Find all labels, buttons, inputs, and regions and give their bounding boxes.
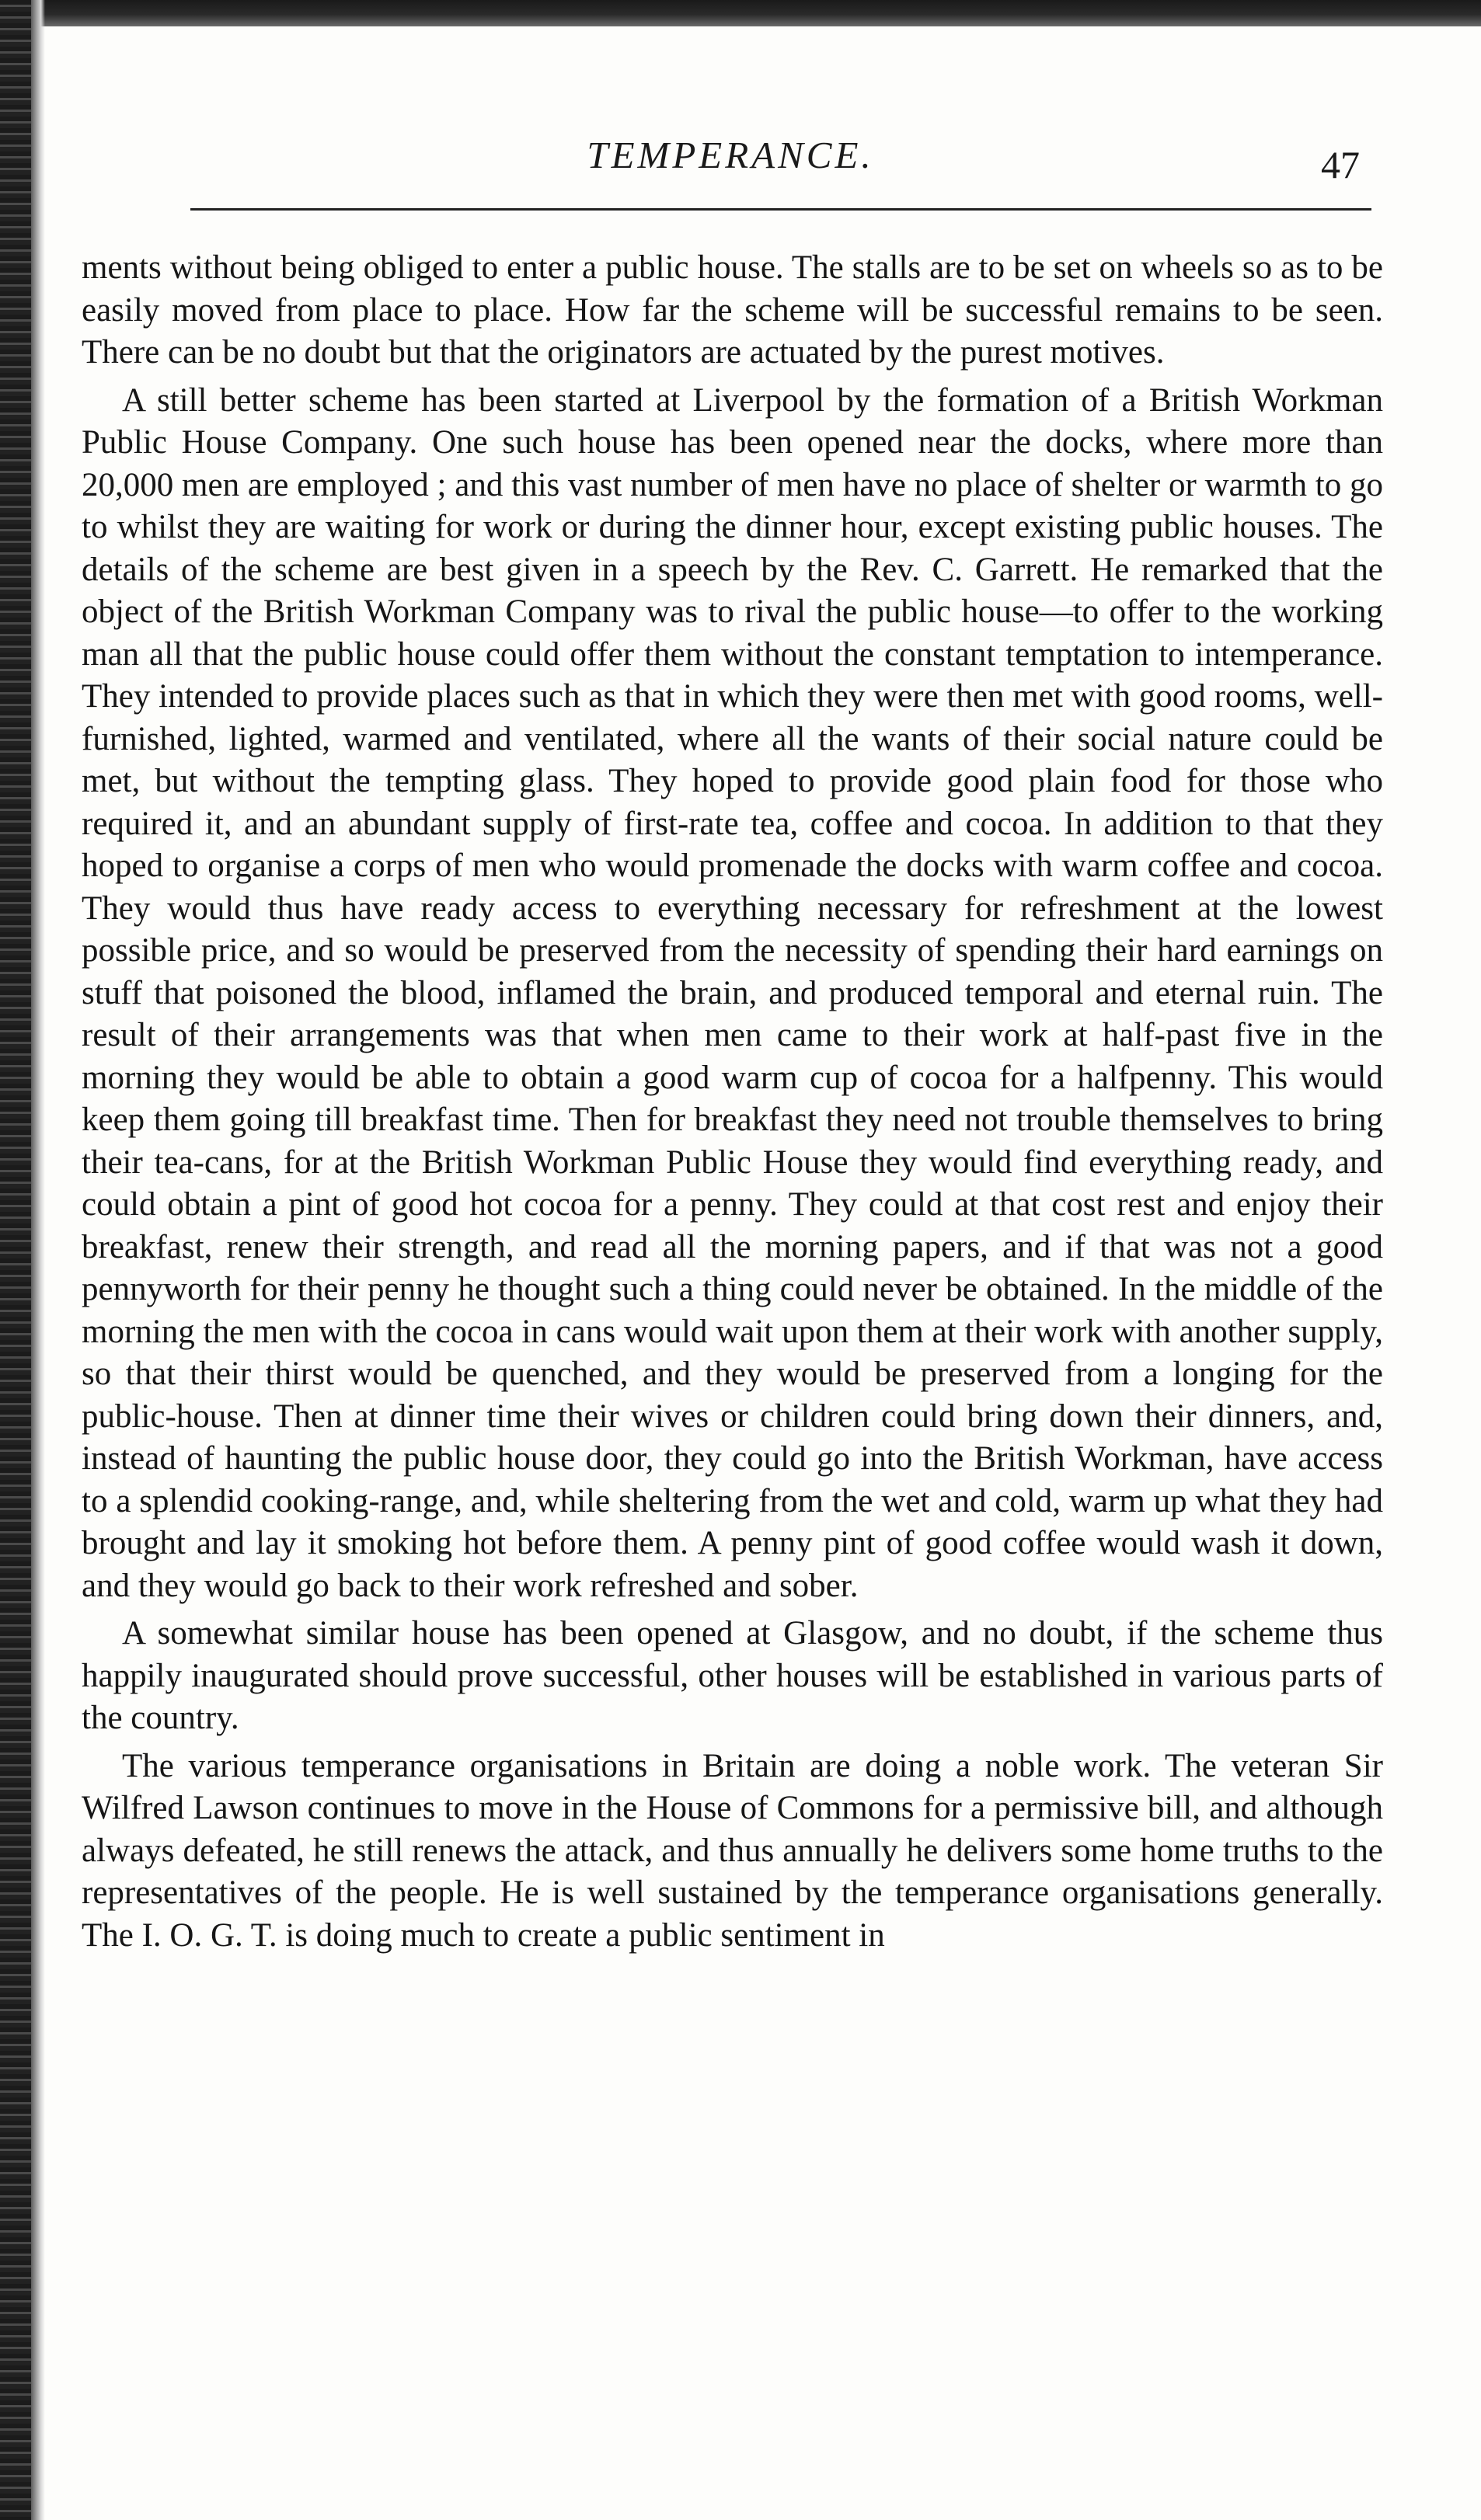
paragraph-liverpool-scheme: A still better scheme has been started at Liverpool by the formation of a British Workman Public House Company. One such house has been opened near the docks, where more than 20,000 men are employed ; and this vast number of men have no place of shelter or warmth to go to whilst they are waiting for work or during the dinner hour, except existing public houses. The details of the scheme are best given in a speech by the Rev. C. Garrett. He remarked that the object of the British Workman Company was to rival the public house—to offer to the working man all that the public house could offer them without the constant temptation to intemperance. They intended to provide places such as that in which they were then met with good rooms, well-furnished, lighted, warmed and ventilated, where all the wants of their social nature could be met, but without the tempting glass. They hoped to provide good plain food for those who required it, and an abundant supply of first-rate tea, coffee and cocoa. In addition to that they hoped to organise a corps of men who would promenade the docks with warm coffee and cocoa. They would thus have ready access to everything necessary for refreshment at the lowest possible price, and so would be preserved from the necessity of spending their hard earnings on stuff that poisoned the blood, inflamed the brain, and produced temporal and eternal ruin. The result of their arrangements was that when men came to their work at half-past five in the morning they would be able to obtain a good warm cup of cocoa for a halfpenny. This would keep them going till breakfast time. Then for breakfast they need not trouble themselves to bring their tea-cans, for at the British Workman Public House they would find everything ready, and could obtain a pint of good hot cocoa for a penny. They could at that cost rest and enjoy their breakfast, renew their strength, and read all the morning papers, and if that was not a good pennyworth for their penny he thought such a thing could never be obtained. In the middle of the morning the men with the cocoa in cans would wait upon them at their work with another supply, so that their thirst would be quenched, and they would be preserved from a longing for the public-house. Then at dinner time their wives or children could bring down their dinners, and, instead of haunting the public house door, they could go into the British Workman, have access to a splendid cooking-range, and, while sheltering from the wet and cold, warm up what they had brought and lay it smoking hot before them. A penny pint of good coffee would wash it down, and they would go back to their work refreshed and sober.	[82, 381, 1383, 1604]
header-rule	[190, 208, 1371, 211]
scan-top-edge	[0, 0, 1481, 26]
running-head	[93, 132, 1368, 194]
paragraph-glasgow-house: A somewhat similar house has been opened at Glasgow, and no doubt, if the scheme thus happily inaugurated should prove successful, other houses will be established in various parts of the country.	[82, 1615, 1383, 1736]
paragraph-temperance-organisations: The various temperance organisations in Britain are doing a noble work. The veteran Sir Wilfred Lawson continues to move in the House of Commons for a permissive bill, and although always defeated, he still renews the attack, and thus annually he delivers some home truths to the representatives of the people. He is well sustained by the temperance organisations generally. The I. O. G. T. is doing much to create a public sentiment in	[82, 1747, 1383, 1954]
body-text	[82, 247, 1383, 2422]
scan-binding-shadow	[31, 0, 45, 2520]
page-number: 47	[1321, 143, 1360, 186]
running-title: TEMPERANCE.	[587, 134, 874, 176]
paragraph-continued: ments without being obliged to enter a public house. The stalls are to be set on wheels so as to be easily moved from place to place. How far the scheme will be successful remains to be seen. There can be no doubt but that the originators are actuated by the purest motives.	[82, 249, 1383, 371]
scan-binding-edge	[0, 0, 31, 2520]
